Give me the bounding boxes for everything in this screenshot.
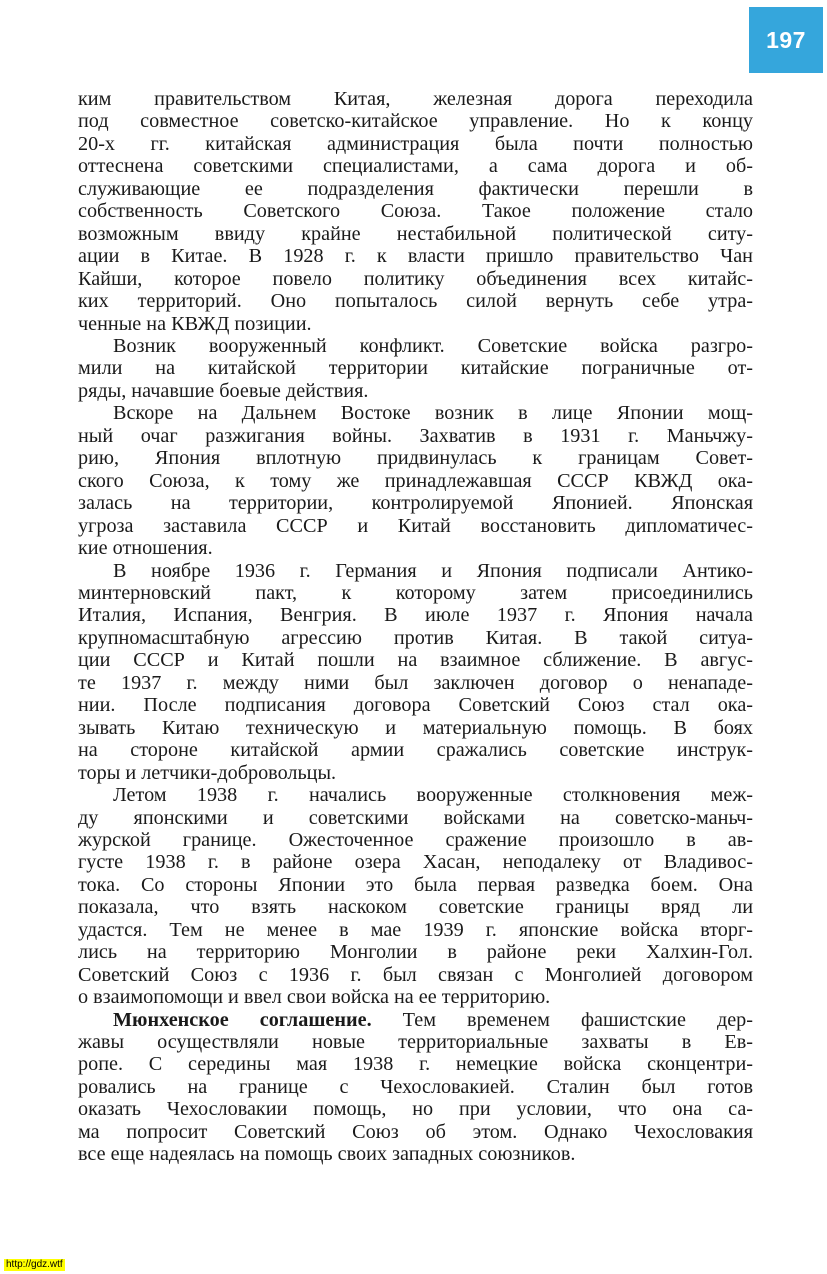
text-line-content: возможным ввиду крайне нестабильной политической ситу- bbox=[78, 222, 753, 245]
text-line bbox=[78, 851, 753, 873]
text-line bbox=[78, 245, 753, 267]
text-line-content: ду японскими и советскими войсками на советско-маньч- bbox=[78, 806, 753, 829]
text-line-content: ма попросит Советский Союз об этом. Однако Чехословакия bbox=[78, 1120, 753, 1143]
text-line-content: ченные на КВЖД позиции. bbox=[78, 312, 312, 335]
text-line bbox=[78, 155, 753, 177]
text-line bbox=[78, 178, 753, 200]
text-line bbox=[78, 313, 753, 335]
text-line bbox=[78, 110, 753, 132]
text-line-content: 20-х гг. китайская администрация была почти полностью bbox=[78, 132, 753, 155]
page-number-tab bbox=[749, 7, 823, 73]
text-line bbox=[78, 649, 753, 671]
text-line-content: ропе. С середины мая 1938 г. немецкие войска сконцентри- bbox=[78, 1053, 753, 1076]
text-line-content: под совместное советско-китайское управление. Но к концу bbox=[78, 110, 753, 133]
text-line-content: ких территорий. Оно попыталось силой вернуть себе утра- bbox=[78, 290, 753, 313]
text-line-content: оказать Чехословакии помощь, но при условии, что она са- bbox=[78, 1098, 753, 1121]
text-line-content: ации в Китае. В 1928 г. к власти пришло правительство Чан bbox=[78, 245, 753, 268]
text-line-content: зывать Китаю техническую и материальную помощь. В боях bbox=[78, 716, 753, 739]
text-line-content: залась на территории, контролируемой Японией. Японская bbox=[78, 492, 753, 515]
text-line bbox=[78, 604, 753, 626]
text-line bbox=[78, 1053, 753, 1075]
text-line bbox=[78, 1076, 753, 1098]
text-line-content: лись на территорию Монголии в районе реки Халхин-Гол. bbox=[78, 941, 753, 964]
text-line bbox=[78, 1009, 753, 1031]
text-line bbox=[78, 919, 753, 941]
text-line-content: ный очаг разжигания войны. Захватив в 1931 г. Маньчжу- bbox=[78, 424, 753, 447]
text-line bbox=[78, 672, 753, 694]
text-line bbox=[78, 1143, 753, 1165]
text-line bbox=[78, 380, 753, 402]
text-line-content: ции СССР и Китай пошли на взаимное сближение. В авгус- bbox=[78, 649, 753, 672]
text-line-content: показала, что взять наскоком советские границы вряд ли bbox=[78, 896, 753, 919]
text-line-content: на стороне китайской армии сражались советские инструк- bbox=[78, 739, 753, 762]
text-line-content: Вскоре на Дальнем Востоке возник в лице Японии мощ- bbox=[113, 402, 753, 425]
text-line-content: те 1937 г. между ними был заключен договор о ненападе- bbox=[78, 671, 753, 694]
text-line bbox=[78, 402, 753, 424]
section-heading: Мюнхенское соглашение. bbox=[113, 1008, 372, 1031]
text-line bbox=[78, 896, 753, 918]
text-line-content: нии. После подписания договора Советский Союз стал ока- bbox=[78, 694, 753, 717]
text-line-content: ровались на границе с Чехословакией. Сталин был готов bbox=[78, 1075, 753, 1098]
text-line bbox=[78, 290, 753, 312]
text-line bbox=[78, 784, 753, 806]
text-line bbox=[78, 515, 753, 537]
text-line bbox=[78, 829, 753, 851]
text-line bbox=[78, 762, 753, 784]
text-line-content: о взаимопомощи и ввел свои войска на ее территорию. bbox=[78, 986, 551, 1009]
watermark-link[interactable]: http://gdz.wtf bbox=[6, 1259, 63, 1270]
text-line bbox=[78, 560, 753, 582]
text-line-content: рию, Япония вплотную придвинулась к границам Совет- bbox=[78, 447, 753, 470]
text-line-content: собственность Советского Союза. Такое положение стало bbox=[78, 200, 753, 223]
text-line-content: угроза заставила СССР и Китай восстановить дипломатичес- bbox=[78, 514, 753, 537]
text-line-content: ряды, начавшие боевые действия. bbox=[78, 379, 369, 402]
text-line-content: Кайши, которое повело политику объединения всех китайс- bbox=[78, 267, 753, 290]
text-line bbox=[78, 223, 753, 245]
text-line-content: журской границе. Ожесточенное сражение произошло в ав- bbox=[78, 828, 753, 851]
text-line bbox=[78, 739, 753, 761]
body-text bbox=[78, 88, 753, 1166]
text-line bbox=[78, 717, 753, 739]
text-line-content: служивающие ее подразделения фактически перешли в bbox=[78, 177, 753, 200]
text-line bbox=[78, 627, 753, 649]
text-line-content: мили на китайской территории китайские пограничные от- bbox=[78, 357, 753, 380]
text-line bbox=[78, 1098, 753, 1120]
text-line bbox=[78, 582, 753, 604]
text-line-content: ского Союза, к тому же принадлежавшая СССР КВЖД ока- bbox=[78, 469, 753, 492]
text-line-content: удастся. Тем не менее в мае 1939 г. японские войска вторг- bbox=[78, 918, 753, 941]
text-line bbox=[78, 133, 753, 155]
text-line-content: тока. Со стороны Японии это была первая разведка боем. Она bbox=[78, 873, 753, 896]
text-line bbox=[78, 357, 753, 379]
text-line bbox=[78, 986, 753, 1008]
text-line-content: Тем временем фашистские дер- bbox=[371, 1008, 754, 1031]
text-line-content: крупномасштабную агрессию против Китая. В такой ситуа- bbox=[78, 626, 753, 649]
text-line bbox=[78, 425, 753, 447]
text-line bbox=[78, 941, 753, 963]
text-line bbox=[78, 88, 753, 110]
text-line-content: жавы осуществляли новые территориальные захваты в Ев- bbox=[78, 1031, 753, 1054]
text-line bbox=[78, 964, 753, 986]
text-line-content: кие отношения. bbox=[78, 537, 213, 560]
text-line-content: Летом 1938 г. начались вооруженные столкновения меж- bbox=[113, 784, 753, 807]
text-line bbox=[78, 470, 753, 492]
text-line bbox=[78, 874, 753, 896]
text-line-content: Возник вооруженный конфликт. Советские войска разгро- bbox=[113, 334, 753, 357]
text-line bbox=[78, 335, 753, 357]
text-line-content: оттеснена советскими специалистами, а сама дорога и об- bbox=[78, 155, 753, 178]
text-line bbox=[78, 1031, 753, 1053]
text-line-content: все еще надеялась на помощь своих западных союзников. bbox=[78, 1143, 576, 1166]
text-line bbox=[78, 268, 753, 290]
text-line bbox=[78, 1121, 753, 1143]
text-line-content: торы и летчики-добровольцы. bbox=[78, 761, 337, 784]
text-line-content: Италия, Испания, Венгрия. В июле 1937 г. Япония начала bbox=[78, 604, 753, 627]
text-line-content: минтерновский пакт, к которому затем присоединились bbox=[78, 581, 753, 604]
text-line-content: В ноябре 1936 г. Германия и Япония подписали Антико- bbox=[113, 559, 753, 582]
text-line bbox=[78, 694, 753, 716]
text-line bbox=[78, 807, 753, 829]
text-line bbox=[78, 492, 753, 514]
text-line bbox=[78, 200, 753, 222]
text-line bbox=[78, 537, 753, 559]
text-line-content: густе 1938 г. в районе озера Хасан, неподалеку от Владивос- bbox=[78, 851, 753, 874]
text-line bbox=[78, 447, 753, 469]
text-line-content: Советский Союз с 1936 г. был связан с Монголией договором bbox=[78, 963, 753, 986]
page-number: 197 bbox=[766, 26, 806, 53]
text-line-content: ким правительством Китая, железная дорога переходила bbox=[78, 88, 753, 110]
